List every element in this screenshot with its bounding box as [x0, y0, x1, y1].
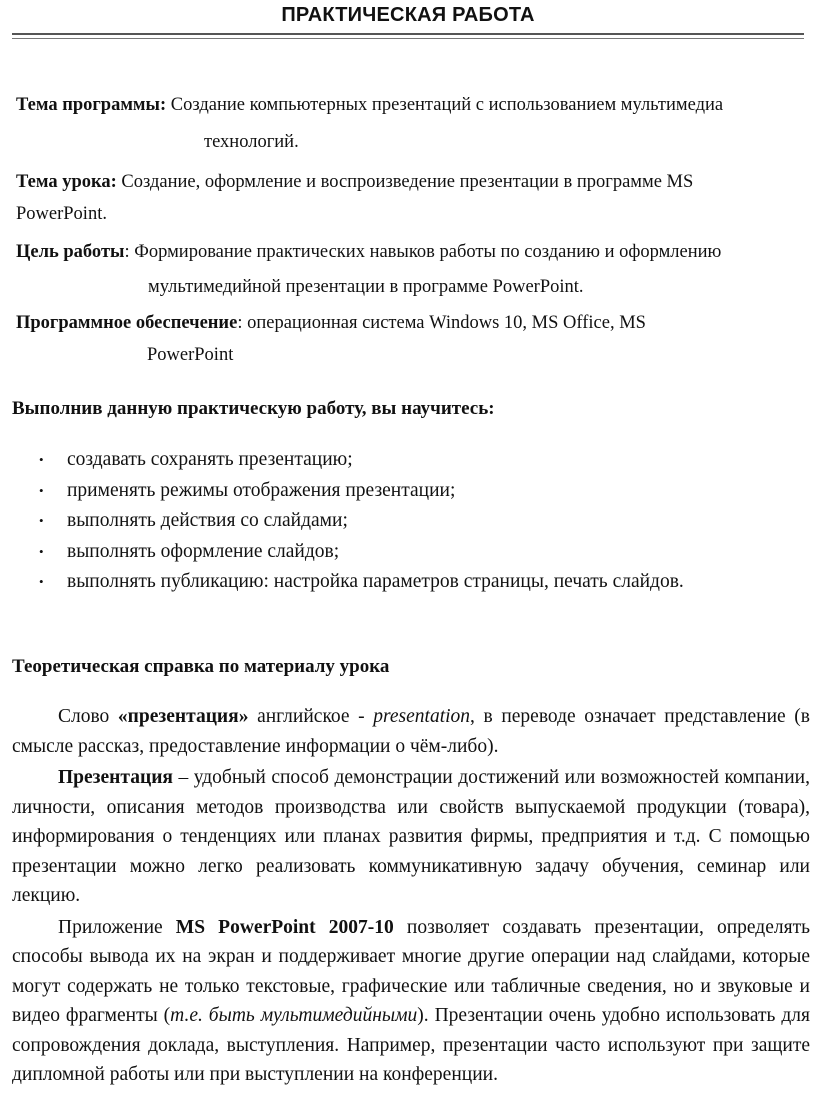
theory-body: [12, 702, 810, 1090]
list-item: • создавать сохранять презентацию;: [39, 449, 353, 470]
theory-heading: Теоретическая справка по материалу урока: [12, 656, 390, 677]
program-topic-line2: технологий.: [204, 132, 299, 152]
bullet-icon: •: [39, 482, 44, 498]
list-item: • выполнять оформление слайдов;: [39, 540, 340, 562]
software-text: : операционная система Windows 10, MS Office, MS: [237, 313, 646, 333]
page-title: ПРАКТИЧЕСКАЯ РАБОТА: [281, 4, 535, 26]
title-rule-thick: [12, 33, 804, 35]
bullet-icon: •: [39, 513, 44, 528]
lesson-topic-text: Создание, оформление и воспроизведение презентации в программе MS: [116, 172, 694, 192]
lesson-topic-label: Тема урока:: [16, 172, 117, 192]
goal-label: Цель работы: [16, 242, 125, 262]
bullet-icon: •: [39, 543, 44, 559]
theory-paragraph-2: Презентация – удобный способ демонстрации достижений или возможностей компании, личности, описания методов производства или свойств выпускаемой продукции (товара), информирования о тенденциях или планах развития фирмы, предприятия и т.д. С помощью презентации можно легко реализовать коммуникативную задачу обучения, семинар или лекцию.: [12, 767, 810, 906]
goal-line2: мультимедийной презентации в программе PowerPoint.: [148, 277, 584, 297]
title-rule-thin: [12, 38, 804, 39]
outcomes-list: [12, 448, 684, 601]
program-topic-label: Тема программы:: [16, 95, 167, 115]
bullet-icon: •: [39, 452, 44, 467]
theory-paragraph-3: Приложение MS PowerPoint 2007-10 позволяет создавать презентации, определять способы вывода их на экран и поддерживает многие другие операции над слайдами, которые могут содержать не только текстовые, графические или табличные сведения, но и звуковые и видео фрагменты (т.е. быть мультимедийными). Презентации очень удобно использовать для сопровождения доклада, выступления. Например, презентации часто используют при защите дипломной работы или при выступлении на конференции.: [12, 916, 810, 1085]
list-item: • выполнять действия со слайдами;: [39, 510, 348, 531]
software-line2: PowerPoint: [147, 345, 234, 365]
list-item: • применять режимы отображения презентации;: [39, 479, 456, 501]
lesson-topic-line1: [16, 171, 693, 193]
program-topic-line1: [16, 94, 723, 116]
bullet-icon: •: [39, 574, 44, 589]
list-item: • выполнять публикацию: настройка параметров страницы, печать слайдов.: [39, 571, 684, 592]
program-topic-text: Создание компьютерных презентаций с использованием мультимедиа: [166, 95, 724, 115]
software-line1: [16, 312, 646, 334]
goal-line1: [16, 241, 721, 263]
software-label: Программное обеспечение: [16, 313, 238, 333]
goal-text: : Формирование практических навыков работы по созданию и оформлению: [124, 242, 722, 262]
theory-paragraph-1: Слово «презентация» английское - presentation, в переводе означает представление (в смысле рассказ, предоставление информации о чём-либо).: [12, 706, 810, 757]
outcomes-heading: Выполнив данную практическую работу, вы научитесь:: [12, 398, 495, 419]
lesson-topic-line2: PowerPoint.: [16, 204, 107, 224]
